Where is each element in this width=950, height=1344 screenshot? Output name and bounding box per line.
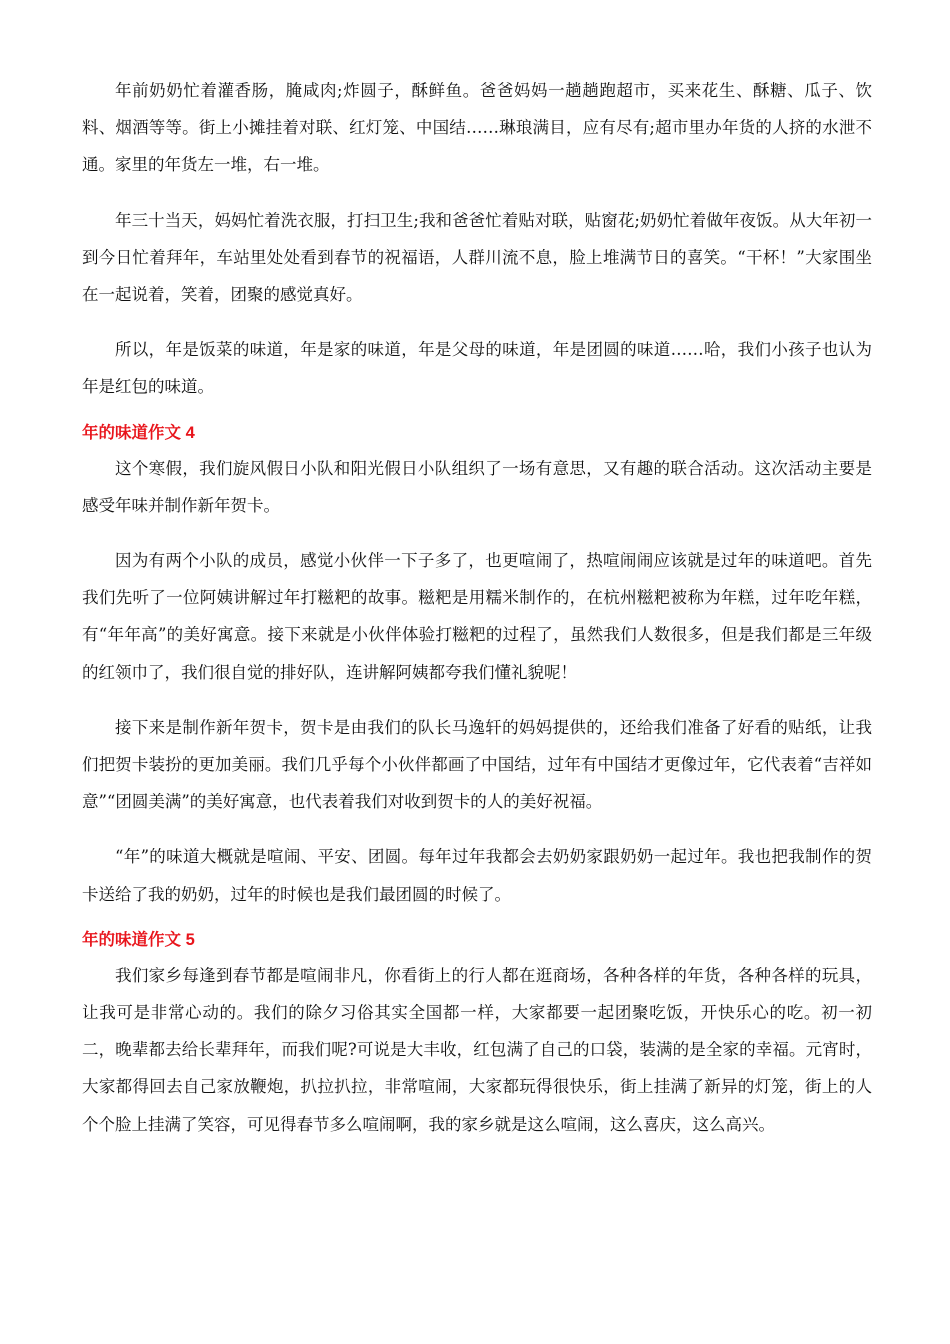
essay-4-paragraph-1: 这个寒假，我们旋风假日小队和阳光假日小队组织了一场有意思，又有趣的联合活动。这次活动主要是感受年味并制作新年贺卡。 [82, 458, 872, 515]
intro-paragraph-2: 年三十当天，妈妈忙着洗衣服，打扫卫生;我和爸爸忙着贴对联，贴窗花;奶奶忙着做年夜饭。从大年初一到今日忙着拜年，车站里处处看到春节的祝福语，人群川流不息，脸上堆满节日的喜笑。“干杯！”大家围坐在一起说着，笑着，团聚的感觉真好。 [82, 210, 872, 305]
essay-5-paragraph-1: 我们家乡每逢到春节都是喧闹非凡，你看街上的行人都在逛商场，各种各样的年货，各种各样的玩具，让我可是非常心动的。我们的除夕习俗其实全国都一样，大家都要一起团聚吃饭，开快乐心的吃。初一初二，晚辈都去给长辈拜年，而我们呢?可说是大丰收，红包满了自己的口袋，装满的是全家的幸福。元宵时，大家都得回去自己家放鞭炮，扒拉扒拉，非常喧闹，大家都玩得很快乐，街上挂满了新异的灯笼，街上的人个个脸上挂满了笑容，可见得春节多么喧闹啊，我的家乡就是这么喧闹，这么喜庆，这么高兴。 [82, 965, 872, 1134]
intro-paragraph-1: 年前奶奶忙着灌香肠，腌咸肉;炸圆子，酥鲜鱼。爸爸妈妈一趟趟跑超市，买来花生、酥糖、瓜子、饮料、烟酒等等。街上小摊挂着对联、红灯笼、中国结……琳琅满目，应有尽有;超市里办年货的人挤的水泄不通。家里的年货左一堆，右一堆。 [82, 81, 872, 175]
essay-4-paragraph-2: 因为有两个小队的成员，感觉小伙伴一下子多了，也更喧闹了，热喧闹闹应该就是过年的味道吧。首先我们先听了一位阿姨讲解过年打糍粑的故事。糍粑是用糯米制作的，在杭州糍粑被称为年糕，过年吃年糕，有“年年高”的美好寓意。接下来就是小伙伴体验打糍粑的过程了，虽然我们人数很多，但是我们都是三年级的红领巾了，我们很自觉的排好队，连讲解阿姨都夸我们懂礼貌呢！ [82, 551, 872, 682]
essay-5-title: 年的味道作文 5 [82, 930, 195, 949]
intro-paragraph-3: 所以，年是饭菜的味道，年是家的味道，年是父母的味道，年是团圆的味道……哈，我们小孩子也认为年是红包的味道。 [82, 340, 872, 397]
essay-4-title: 年的味道作文 4 [82, 423, 195, 442]
document-page [82, 72, 872, 1161]
essay-4-paragraph-3: 接下来是制作新年贺卡，贺卡是由我们的队长马逸轩的妈妈提供的，还给我们准备了好看的贴纸，让我们把贺卡装扮的更加美丽。我们几乎每个小伙伴都画了中国结，过年有中国结才更像过年，它代表着“吉祥如意”“团圆美满”的美好寓意，也代表着我们对收到贺卡的人的美好祝福。 [82, 717, 872, 812]
essay-4-paragraph-4: “年”的味道大概就是喧闹、平安、团圆。每年过年我都会去奶奶家跟奶奶一起过年。我也把我制作的贺卡送给了我的奶奶，过年的时候也是我们最团圆的时候了。 [82, 847, 872, 904]
